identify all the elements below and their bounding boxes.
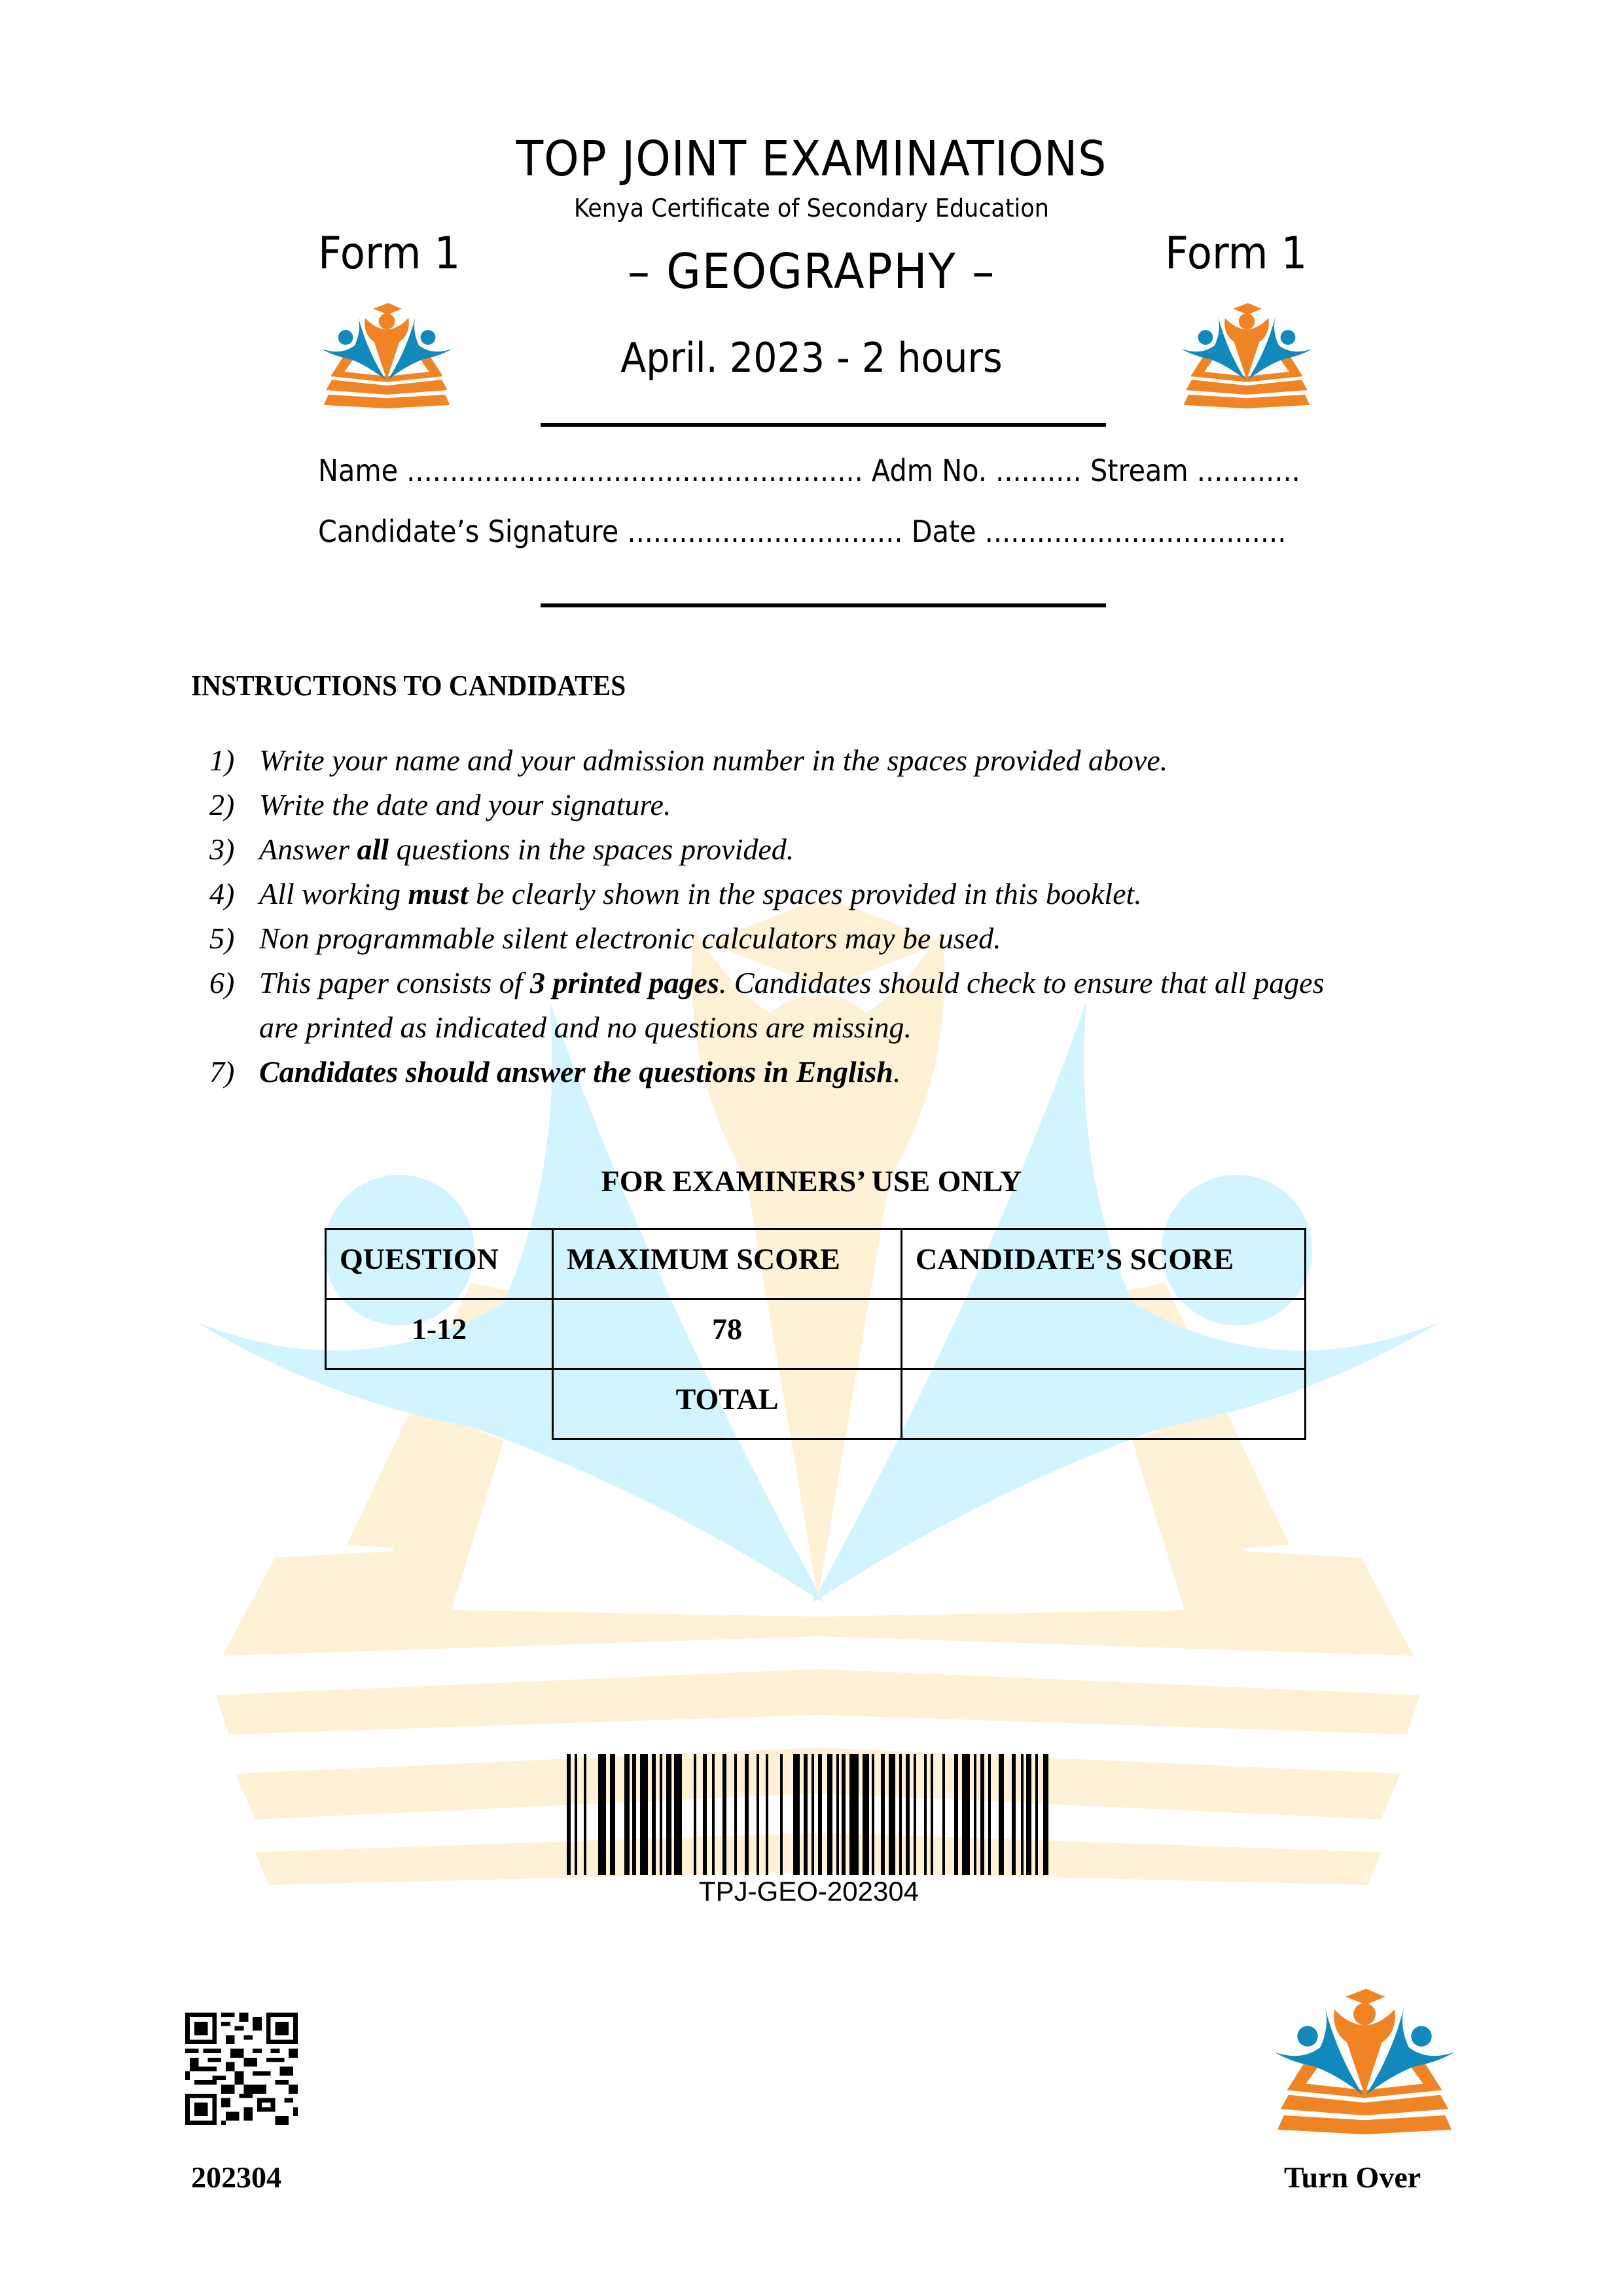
header-cell-candidate-score: CANDIDATE’S SCORE [901, 1228, 1306, 1300]
cell-total-label: TOTAL [552, 1368, 902, 1440]
instruction-text: Answer all questions in the spaces provided. [259, 833, 794, 866]
barcode [567, 1754, 1051, 1875]
exam-subtitle: Kenya Certificate of Secondary Education [574, 194, 1049, 223]
qr-code[interactable] [185, 2007, 298, 2130]
exam-code: 202304 [191, 2161, 281, 2194]
exam-body-title: TOP JOINT EXAMINATIONS [516, 131, 1107, 187]
instruction-item [209, 872, 1427, 916]
instruction-item [209, 783, 1427, 827]
exam-date-duration: April. 2023 - 2 hours [620, 334, 1003, 382]
instruction-item [209, 1050, 1427, 1094]
form-level-right: Form 1 [1165, 228, 1308, 279]
instruction-text: This paper consists of 3 printed pages. Candidates should check to ensure that all pages are printed as indicated and no questions are missing. [259, 966, 1325, 1044]
instructions-heading: INSTRUCTIONS TO CANDIDATES [191, 670, 626, 702]
instruction-number: 2) [209, 788, 235, 821]
school-logo-icon [318, 295, 455, 412]
instruction-number: 5) [209, 922, 235, 955]
barcode-label: TPJ-GEO-202304 [698, 1876, 919, 1907]
header-divider [541, 423, 1106, 427]
instruction-text: Non programmable silent electronic calculators may be used. [259, 922, 1001, 955]
total-score-input[interactable] [901, 1368, 1306, 1440]
instruction-item [209, 738, 1427, 783]
signature-date-fields[interactable]: Candidate’s Signature ................................ Date ................................... [318, 514, 1287, 549]
header-cell-max-score: MAXIMUM SCORE [552, 1228, 902, 1300]
instruction-item [209, 827, 1427, 872]
school-logo-icon [1270, 1977, 1459, 2140]
instruction-number: 3) [209, 833, 235, 866]
instruction-number: 1) [209, 744, 235, 777]
turn-over-label: Turn Over [1284, 2161, 1421, 2194]
instruction-number: 6) [209, 966, 235, 999]
examiners-heading: FOR EXAMINERS’ USE ONLY [601, 1164, 1022, 1198]
instruction-text: Write your name and your admission number in the spaces provided above. [259, 744, 1168, 777]
cell-max-score: 78 [552, 1298, 902, 1370]
instruction-item [209, 916, 1427, 961]
form-level-left: Form 1 [318, 228, 461, 279]
name-admno-stream-fields[interactable]: Name ..................................................... Adm No. .......... Stream ............ [318, 453, 1300, 488]
instruction-text: Write the date and your signature. [259, 788, 671, 821]
instruction-list [209, 738, 1427, 1094]
subject-title: – GEOGRAPHY – [627, 243, 996, 300]
instruction-text: All working must be clearly shown in the spaces provided in this booklet. [259, 877, 1142, 910]
candidate-score-input[interactable] [901, 1298, 1306, 1370]
instruction-number: 4) [209, 877, 235, 910]
header-cell-question: QUESTION [325, 1228, 554, 1300]
instruction-number: 7) [209, 1055, 235, 1088]
instruction-item [209, 961, 1427, 1050]
fields-divider [541, 603, 1106, 607]
cell-question-range: 1-12 [325, 1298, 554, 1370]
school-logo-icon [1178, 295, 1315, 412]
instruction-text: Candidates should answer the questions in English. [259, 1055, 901, 1088]
